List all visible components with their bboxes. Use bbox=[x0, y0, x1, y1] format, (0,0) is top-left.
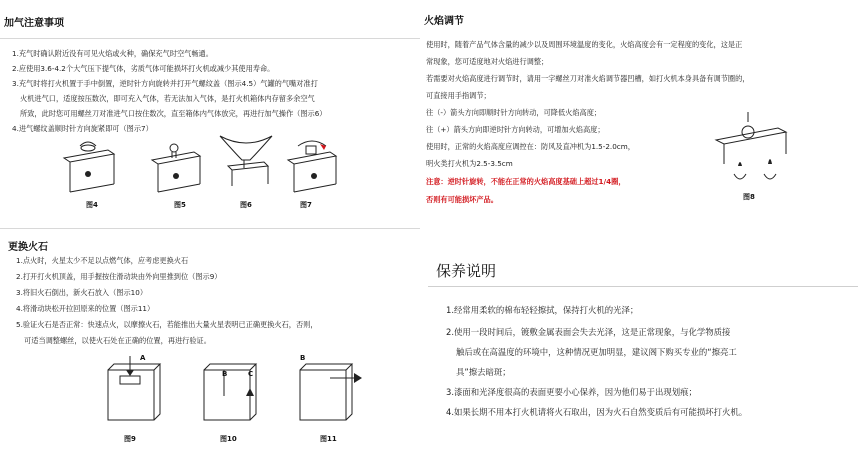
gas-refill-line-1: 1.充气时确认附近没有可见火焰或火种，确保充气时空气畅通。 bbox=[12, 49, 213, 58]
figure-8-illustration bbox=[708, 104, 798, 194]
figure-11-caption: 图11 bbox=[320, 435, 337, 443]
figure-10-illustration bbox=[196, 356, 262, 422]
figure-8-caption: 图8 bbox=[743, 193, 755, 201]
flint-label-a: A bbox=[140, 354, 146, 362]
figure-7-illustration bbox=[282, 136, 342, 196]
figure-6-illustration bbox=[216, 126, 276, 188]
gas-refill-line-4: 火机进气口，适度按压数次，即可充入气体，若无法加入气体，是打火机箱体内存留多余空气 bbox=[20, 94, 315, 103]
figure-7-caption: 图7 bbox=[300, 201, 312, 209]
figure-5-illustration bbox=[146, 136, 206, 196]
flame-adjust-line-8: 明火类打火机为2.5-3.5cm bbox=[426, 159, 513, 168]
gas-refill-title: 加气注意事项 bbox=[4, 18, 64, 29]
flint-label-b2: B bbox=[300, 354, 306, 362]
maintenance-divider bbox=[428, 286, 858, 287]
flint-replace-title: 更换火石 bbox=[8, 242, 48, 253]
figure-5-caption: 图5 bbox=[174, 201, 186, 209]
flint-label-b: B bbox=[222, 370, 228, 378]
maintenance-panel bbox=[420, 228, 866, 470]
gas-refill-line-2: 2.应使用3.6-4.2个大气压下提气体，劣质气体可能损坏打火机或减少其使用寿命。 bbox=[12, 64, 275, 73]
maintenance-line-2: 2.使用一段时间后，镀敷金属表面会失去光泽，这是正常现象，与化学物质接 bbox=[446, 327, 731, 337]
maintenance-line-1: 1.经常用柔软的棉布轻轻擦拭，保持打火机的光泽； bbox=[446, 305, 639, 315]
figure-6-caption: 图6 bbox=[240, 201, 252, 209]
flame-adjust-title: 火焰调节 bbox=[424, 16, 464, 27]
figure-9-caption: 图9 bbox=[124, 435, 136, 443]
flame-adjust-line-6: 往（+）箭头方向即逆时针方向转动，可增加火焰高度； bbox=[426, 125, 605, 134]
flint-label-c: C bbox=[248, 370, 254, 378]
gas-refill-line-5: 所致，此时您可用螺丝刀对准进气口按住数次，直至箱体内气体放完，再进行加气操作（图示6） bbox=[20, 109, 327, 118]
flint-replace-panel bbox=[0, 228, 420, 470]
flint-replace-line-3: 3.将旧火石倒出，新火石放入（图示10） bbox=[16, 288, 148, 297]
maintenance-line-4: 具”擦去暗斑； bbox=[456, 367, 511, 377]
flame-adjust-line-3: 若需要对火焰高度进行调节时，请用一字螺丝刀对准火焰调节器凹槽，如打火机本身具备有调节圈的， bbox=[426, 74, 750, 83]
flint-replace-line-1: 1.点火时，火星太少不足以点燃气体，应考虑更换火石 bbox=[16, 256, 189, 265]
flame-adjust-line-7: 使用时，正常的火焰高度应调控在：防风及直冲机为1.5-2.0cm， bbox=[426, 142, 635, 151]
figure-11-illustration bbox=[296, 356, 366, 422]
flint-replace-line-2: 2.打开打火机顶盖，用手握按住滑动块由外向里推到位（图示9） bbox=[16, 272, 222, 281]
flame-adjust-line-4: 可直接用手指调节； bbox=[426, 91, 491, 100]
gas-refill-line-3: 3.充气时将打火机置于手中倒置，逆时针方向旋转并打开气螺纹盖（图示4.5）气罐的气嘴对准打 bbox=[12, 79, 318, 88]
gas-refill-panel bbox=[0, 0, 420, 228]
gas-refill-line-6: 4.进气螺纹盖顺时针方向旋紧即可（图示7） bbox=[12, 124, 153, 133]
flint-replace-line-4: 4.将滑动块松开拉回原来的位置（图示11） bbox=[16, 304, 155, 313]
flint-replace-line-5: 5.验证火石是否正常：快速点火，以摩擦火石，若能推出大量火星表明已正确更换火石，否则， bbox=[16, 320, 318, 329]
flame-adjust-panel bbox=[420, 0, 866, 228]
maintenance-line-5: 3.漆面和光泽度很高的表面更要小心保养，因为他们易于出现划痕； bbox=[446, 387, 697, 397]
figure-9-illustration bbox=[100, 356, 164, 422]
figure-4-caption: 图4 bbox=[86, 201, 98, 209]
flame-adjust-line-1: 使用时，随着产品气体含量的减少以及周围环境温度的变化，火焰高度会有一定程度的变化，这是正 bbox=[426, 40, 743, 49]
flame-adjust-line-2: 常现象，您可适度地对火焰进行调整； bbox=[426, 57, 549, 66]
maintenance-title: 保养说明 bbox=[436, 262, 497, 280]
flint-replace-top-divider bbox=[0, 228, 420, 229]
flame-adjust-line-5: 往（-）箭头方向即顺时针方向转动，可降低火焰高度； bbox=[426, 108, 602, 117]
gas-refill-divider bbox=[0, 38, 420, 39]
maintenance-line-6: 4.如果长期不用本打火机请将火石取出，因为火石自然变质后有可能损坏打火机。 bbox=[446, 407, 748, 417]
flint-replace-line-6: 可适当调整螺丝，以使火石处在正确的位置，再进行验证。 bbox=[24, 336, 211, 345]
figure-10-caption: 图10 bbox=[220, 435, 237, 443]
maintenance-line-3: 触后或在高温度的环境中，这种情况更加明显，建议阁下购买专业的“擦亮工 bbox=[456, 347, 737, 357]
flame-adjust-warning-2: 否则有可能损坏产品。 bbox=[426, 195, 498, 204]
flame-adjust-warning-1: 注意：逆时针旋转，不能在正常的火焰高度基础上超过1/4圈， bbox=[426, 177, 626, 186]
figure-4-illustration bbox=[58, 136, 118, 196]
